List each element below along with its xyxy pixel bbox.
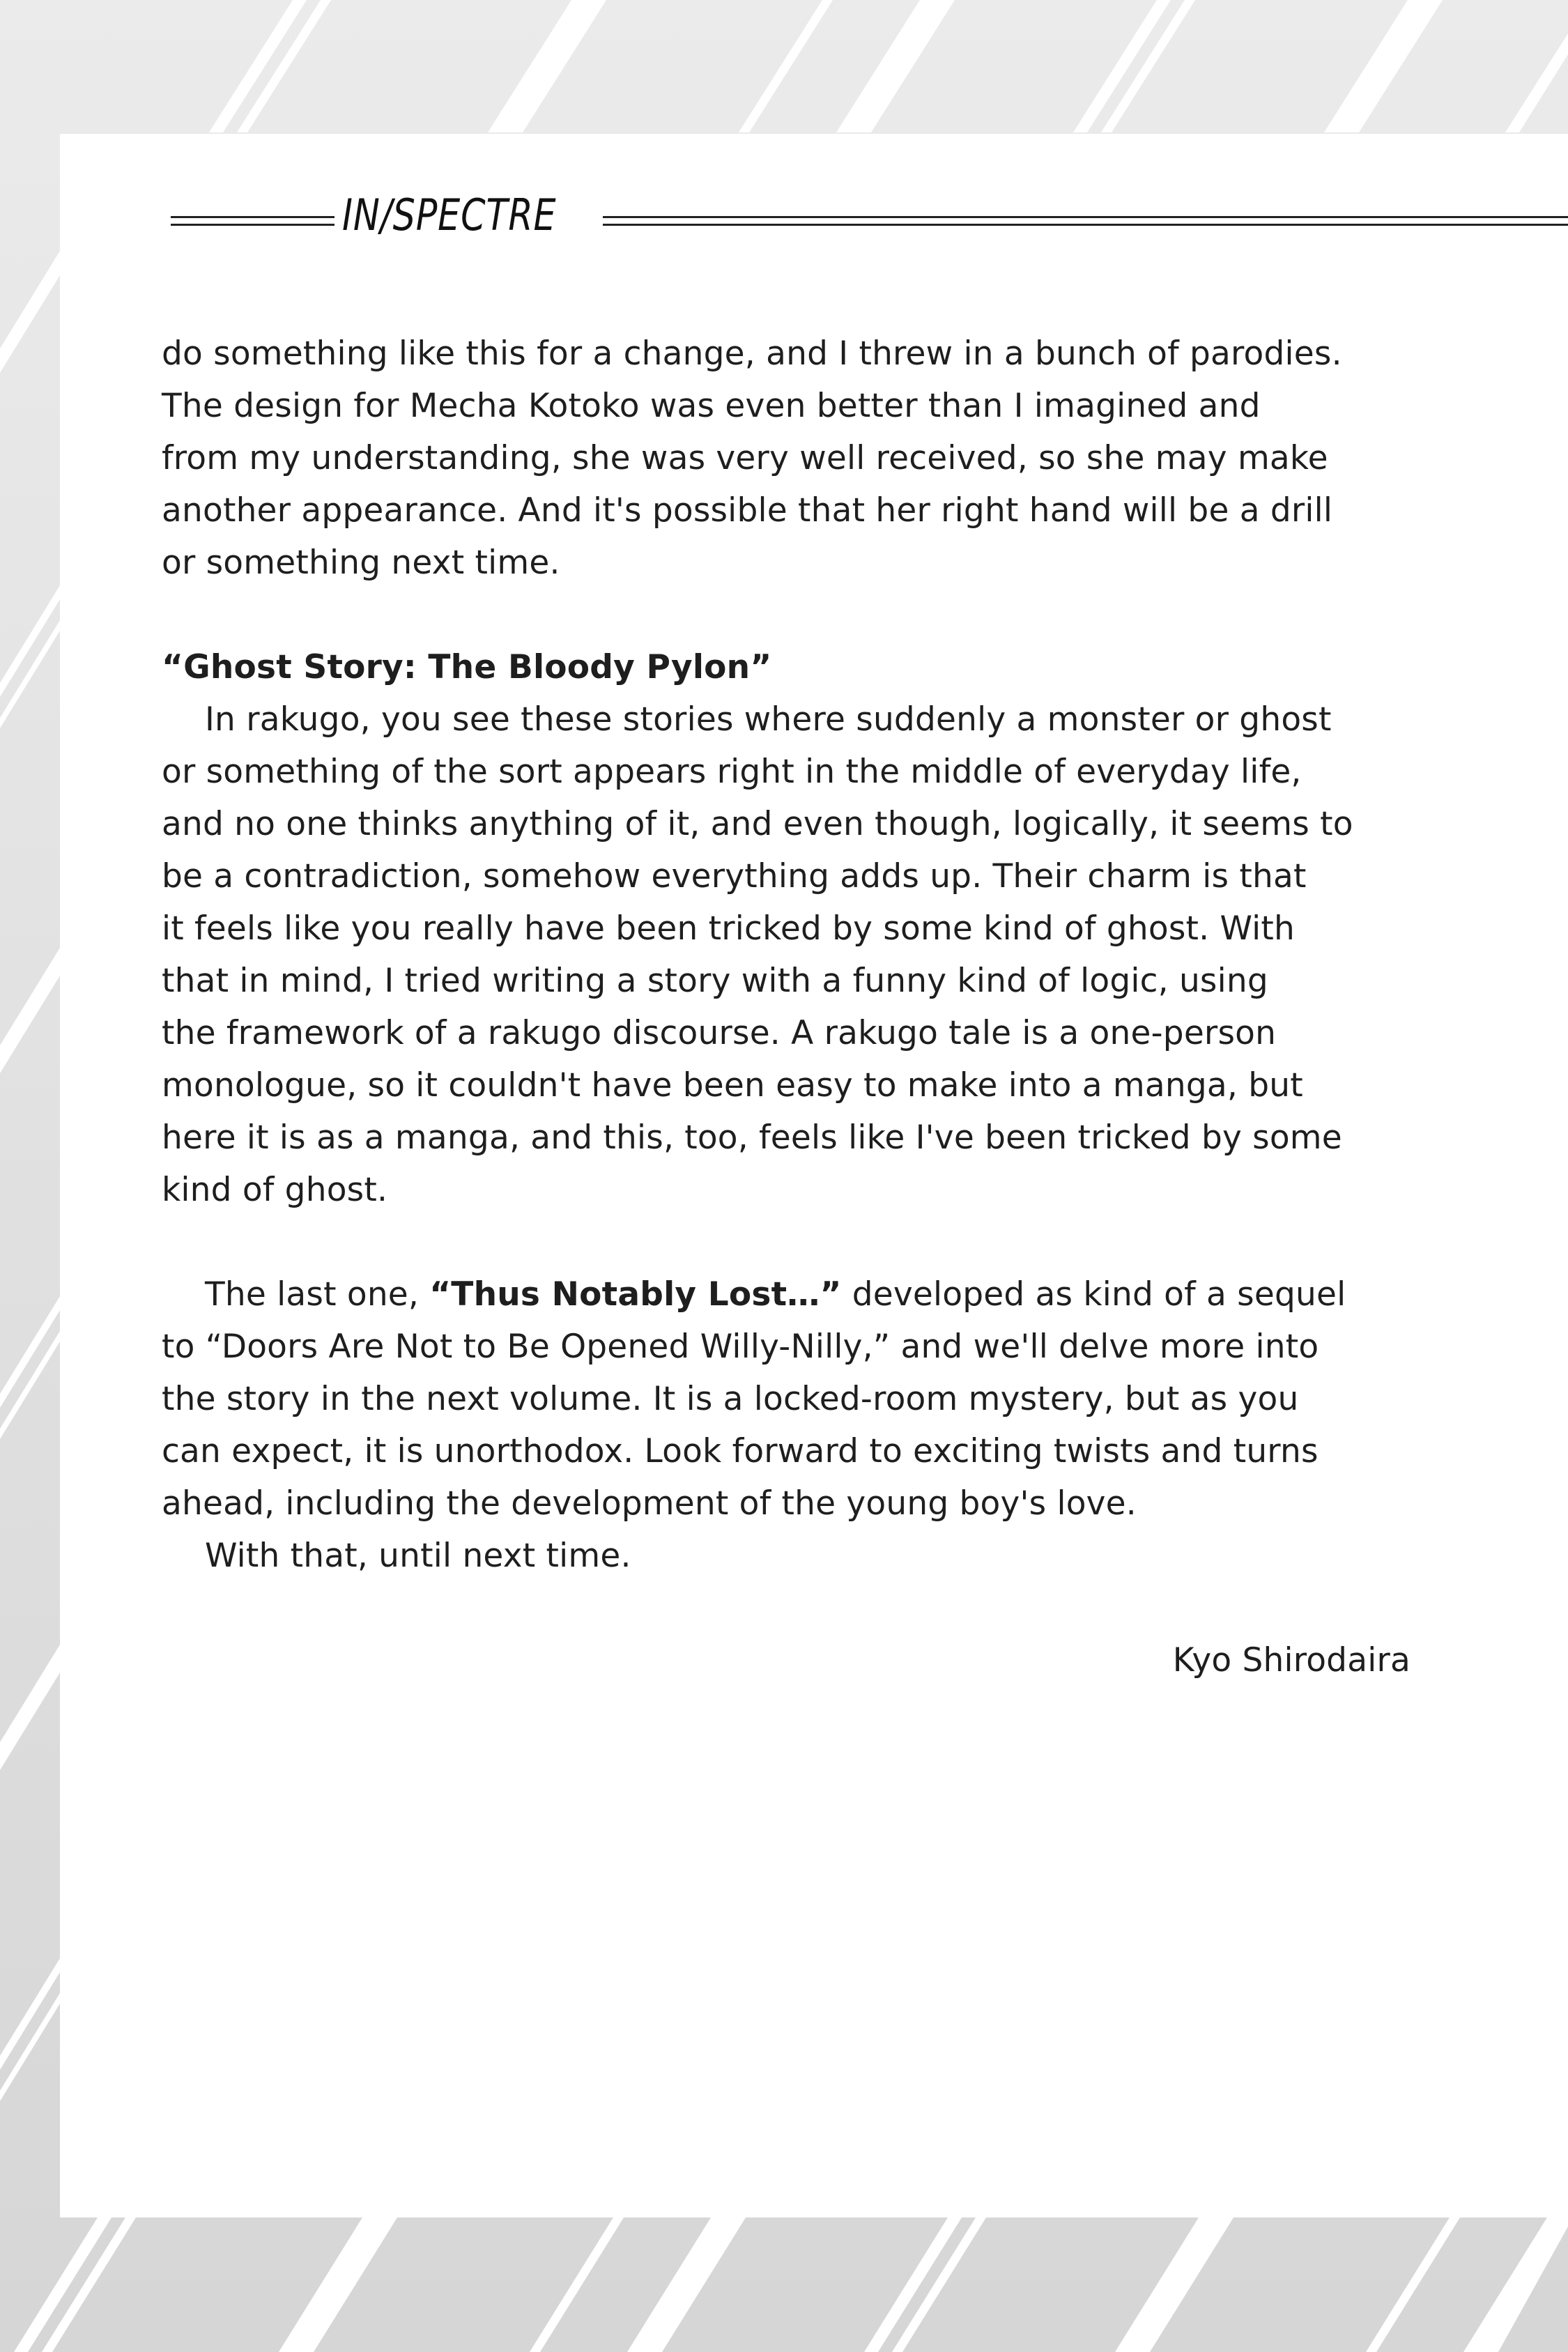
section-heading: “Ghost Story: The Bloody Pylon”	[162, 648, 772, 686]
series-title: IN/SPECTRE	[342, 190, 557, 240]
text-line: that in mind, I tried writing a story with a funny kind of logic, using	[162, 962, 1268, 1000]
text-line: it feels like you really have been tricked by some kind of ghost. With	[162, 909, 1295, 948]
text-line: kind of ghost.	[162, 1171, 388, 1209]
text-line: to “Doors Are Not to Be Opened Willy-Nilly,” and we'll delve more into	[162, 1328, 1319, 1366]
text-line: The design for Mecha Kotoko was even better than I imagined and	[162, 387, 1261, 425]
paragraph-gap	[162, 589, 1416, 641]
header-rule-right	[603, 216, 1568, 226]
text-line: the story in the next volume. It is a locked-room mystery, but as you	[162, 1380, 1299, 1418]
text-line: monologue, so it couldn't have been easy to make into a manga, but	[162, 1066, 1303, 1105]
text-line: another appearance. And it's possible that her right hand will be a drill	[162, 491, 1333, 530]
text-run: The last one,	[205, 1275, 430, 1314]
header-rule-left	[171, 216, 335, 226]
text-line: ahead, including the development of the young boy's love.	[162, 1484, 1137, 1523]
text-line	[162, 1268, 1416, 1321]
text-line: can expect, it is unorthodox. Look forward to exciting twists and turns	[162, 1432, 1319, 1470]
text-line: or something of the sort appears right in the middle of everyday life,	[162, 753, 1302, 791]
text-line: and no one thinks anything of it, and even though, logically, it seems to	[162, 805, 1353, 843]
paragraph-gap	[162, 1582, 1416, 1634]
paragraph-gap	[162, 1216, 1416, 1268]
text-line: from my understanding, she was very well received, so she may make	[162, 439, 1328, 477]
text-line: In rakugo, you see these stories where suddenly a monster or ghost	[205, 700, 1332, 739]
text-line: do something like this for a change, and I threw in a bunch of parodies.	[162, 335, 1342, 373]
closing-line: With that, until next time.	[205, 1537, 631, 1575]
text-run: developed as kind of a sequel	[841, 1275, 1346, 1314]
author-signature: Kyo Shirodaira	[1172, 1641, 1411, 1680]
text-line: the framework of a rakugo discourse. A rakugo tale is a one-person	[162, 1014, 1277, 1052]
text-line: or something next time.	[162, 544, 560, 582]
story-title: “Thus Notably Lost…”	[429, 1275, 842, 1314]
text-line: be a contradiction, somehow everything adds up. Their charm is that	[162, 857, 1307, 896]
afterword-body	[162, 328, 1416, 1686]
running-header	[171, 188, 1568, 251]
text-line: here it is as a manga, and this, too, feels like I've been tricked by some	[162, 1119, 1342, 1157]
